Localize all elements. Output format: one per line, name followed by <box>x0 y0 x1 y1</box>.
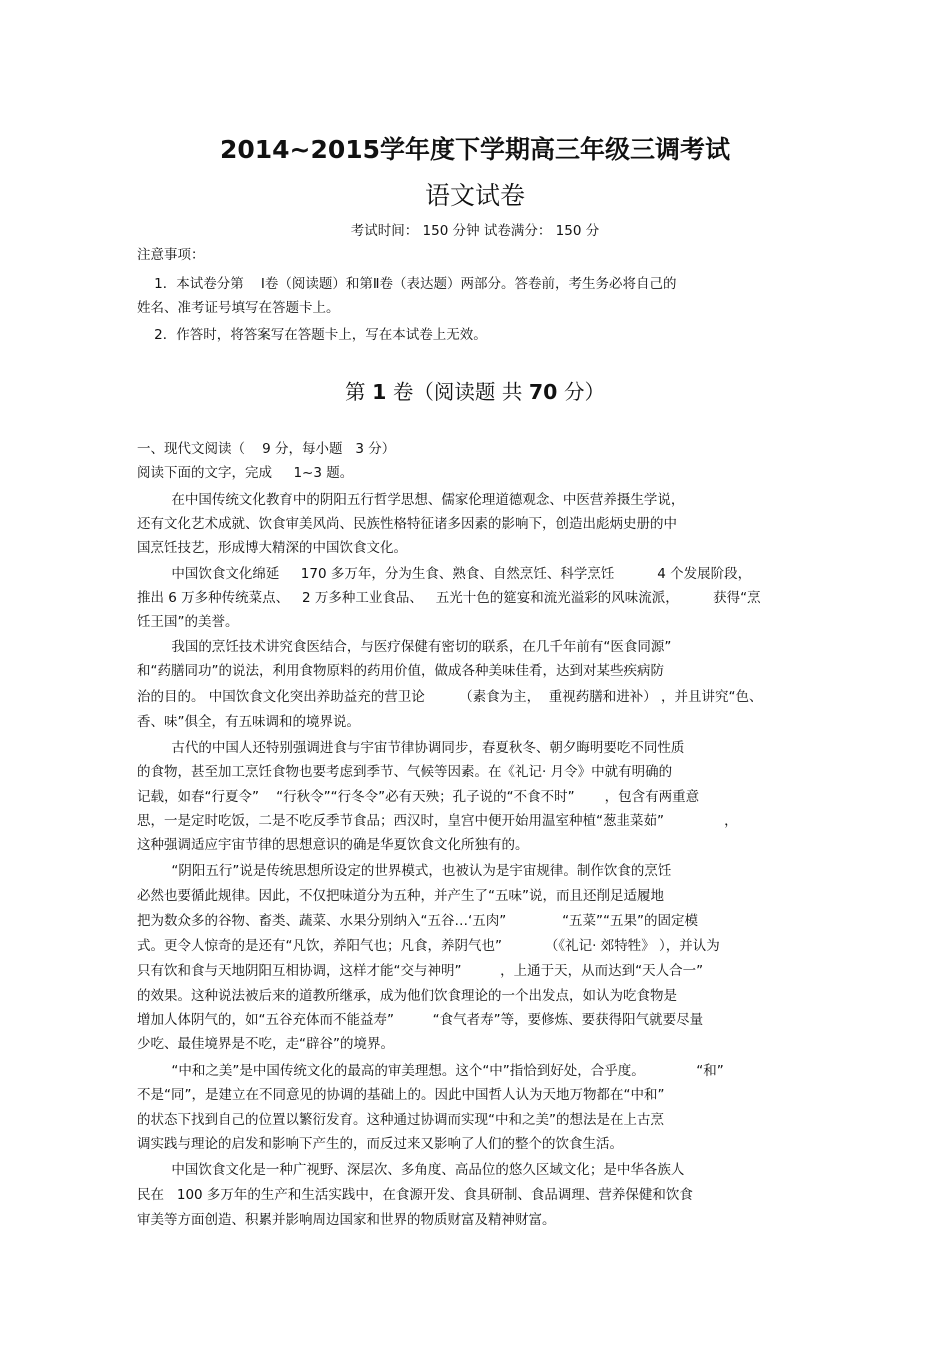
notice-line: 2．作答时，将答案写在答题卡上，写在本试卷上无效。 <box>137 327 487 343</box>
body-line: 必然也要循此规律。因此，不仅把味道分为五种，并产生了“五味”说，而且还削足适履地 <box>137 888 664 904</box>
body-line: 少吃、最佳境界是不吃，走“辟谷”的境界。 <box>137 1036 394 1052</box>
body-line: 香、味”俱全，有五味调和的境界说。 <box>137 714 360 730</box>
section-title: 第 1 卷（阅读题 共 70 分） <box>345 380 605 404</box>
notice-line: 1．本试卷分第 Ⅰ卷（阅读题）和第Ⅱ卷（表达题）两部分。答卷前，考生务必将自己的 <box>137 276 677 292</box>
body-line: 只有饮和食与天地阴阳互相协调，这样才能“交与神明” ，上通于天，从而达到“天人合一” <box>137 963 704 979</box>
body-line: 一、现代文阅读（ 9 分，每小题 3 分） <box>137 441 396 457</box>
body-line: 治的目的。 中国饮食文化突出养助益充的营卫论 （素食为主， 重视药膳和进补） ，并且讲究“色、 <box>137 689 763 705</box>
exam-meta: 考试时间： 150 分钟 试卷满分： 150 分 <box>350 223 600 239</box>
body-line: 的食物，甚至加工烹饪食物也要考虑到季节、气候等因素。在《礼记· 月令》中就有明确的 <box>137 764 673 780</box>
exam-subtitle: 语文试卷 <box>424 181 525 210</box>
notice-label: 注意事项： <box>137 247 205 263</box>
body-line: 把为数众多的谷物、畜类、蔬菜、水果分别纳入“五谷…‘五肉” “五菜”“五果”的固定模 <box>137 913 699 929</box>
body-line: 还有文化艺术成就、饮食审美风尚、民族性格特征诸多因素的影响下，创造出彪炳史册的中 <box>137 516 677 532</box>
body-line: 式。更令人惊奇的是还有“凡饮，养阳气也；凡食，养阴气也” （《礼记· 郊特牲》 ），并认为 <box>137 938 720 954</box>
body-line: 中国饮食文化是一种广视野、深层次、多角度、高品位的悠久区域文化；是中华各族人 <box>137 1162 685 1178</box>
body-line: 我国的烹饪技术讲究食医结合，与医疗保健有密切的联系，在几千年前有“医食同源” <box>137 639 672 655</box>
body-line: “中和之美”是中国传统文化的最高的审美理想。这个“中”指恰到好处，合乎度。 “和” <box>137 1063 724 1079</box>
body-line: 的效果。这种说法被后来的道教所继承，成为他们饮食理论的一个出发点，如认为吃食物是 <box>137 988 677 1004</box>
body-line: 增加人体阴气的，如“五谷充体而不能益寿” “食气者寿”等，要修炼、要获得阳气就要尽量 <box>137 1012 704 1028</box>
body-line: 调实践与理论的启发和影响下产生的，而反过来又影响了人们的整个的饮食生活。 <box>137 1136 623 1152</box>
body-line: 饪王国”的美誉。 <box>137 614 239 630</box>
exam-title: 2014~2015学年度下学期高三年级三调考试 <box>219 135 731 164</box>
body-line: 阅读下面的文字，完成 1~3 题。 <box>137 465 354 481</box>
body-line: 中国饮食文化绵延 170 多万年，分为生食、熟食、自然烹饪、科学烹饪 4 个发展阶段， <box>137 566 752 582</box>
body-line: 国烹饪技艺，形成博大精深的中国饮食文化。 <box>137 540 407 556</box>
body-line: 的状态下找到自己的位置以繁衍发育。这种通过协调而实现“中和之美”的想法是在上古烹 <box>137 1112 664 1128</box>
body-line: 审美等方面创造、积累并影响周边国家和世界的物质财富及精神财富。 <box>137 1212 556 1228</box>
body-line: 记载，如春“行夏令” “行秋令”“行冬令”必有天殃；孔子说的“不食不时” ，包含有两重意 <box>137 789 700 805</box>
body-line: 思，一是定时吃饭，二是不吃反季节食品；西汉时，皇宫中便开始用温室种植“葱韭菜茹” ， <box>137 813 738 829</box>
body-line: 和“药膳同功”的说法，利用食物原料的药用价值，做成各种美味佳肴，达到对某些疾病防 <box>137 663 664 679</box>
body-line: 这种强调适应宇宙节律的思想意识的确是华夏饮食文化所独有的。 <box>137 837 529 853</box>
body-line: 古代的中国人还特别强调进食与宇宙节律协调同步，春夏秋冬、朝夕晦明要吃不同性质 <box>137 740 685 756</box>
body-line: “阴阳五行”说是传统思想所设定的世界模式，也被认为是宇宙规律。制作饮食的烹饪 <box>137 863 672 879</box>
body-line: 不是“同”，是建立在不同意见的协调的基础上的。因此中国哲人认为天地万物都在“中和” <box>137 1087 665 1103</box>
body-line: 民在 100 多万年的生产和生活实践中，在食源开发、食具研制、食品调理、营养保健和饮食 <box>137 1187 693 1203</box>
notice-line: 姓名、准考证号填写在答题卡上。 <box>137 300 340 316</box>
body-line: 推出 6 万多种传统菜点、 2 万多种工业食品、 五光十色的筵宴和流光溢彩的风味流派， 获得“烹 <box>137 590 761 606</box>
body-line: 在中国传统文化教育中的阴阳五行哲学思想、儒家伦理道德观念、中医营养摄生学说， <box>137 492 685 508</box>
